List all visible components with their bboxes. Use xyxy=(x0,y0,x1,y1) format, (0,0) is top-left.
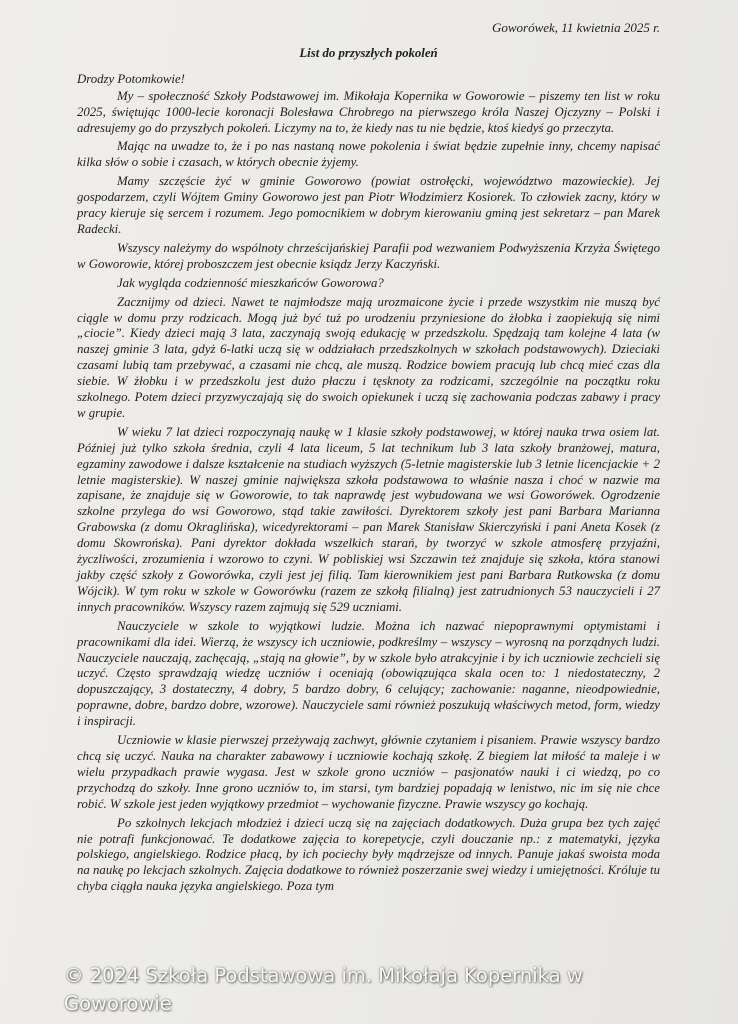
letter-salutation: Drodzy Potomkowie! xyxy=(77,71,185,86)
paragraph-7: W wieku 7 lat dzieci rozpoczynają naukę w 1 klasie szkoły podstawowej, w której nauka trwa osiem lat. Później już tylko szkoła średnia, czyli 4 lata liceum, 5 lat technikum lub 3 lata szkoły branżowej, matura, egzaminy zawodowe i dalsze kształcenie na studiach wyższych (5-letnie magisterskie lub 3 letnie licencjackie + 2 letnie magisterskie). W naszej gminie największa szkoła podstawowa to właśnie nasza i choć w nazwie ma zapisane, że znajduje się w Goworowie, to tak naprawdę jest wybudowana we wsi Goworówek. Ogrodzenie szkolne przylega do wsi Goworowo, stąd takie zawiłości. Dyrektorem szkoły jest pani Barbara Marianna Grabowska (z domu Okraglińska), wicedyrektorami – pan Marek Stanisław Skierczyński i pani Aneta Kosek (z domu Skowrońska). Pani dyrektor dokłada wszelkich starań, by tworzyć w szkole atmosferę przyjaźni, życzliwości, zrozumienia i wzorowo to czyni. W pobliskiej wsi Szczawin też znajduje się szkoła, która stanowi jakby część szkoły z Goworówka, czyli jest jej filią. Tam kierownikiem jest pani Barbara Rutkowska (z domu Wójcik). W tym roku w szkole w Goworówku (razem ze szkołą filialną) jest zatrudnionych 53 nauczycieli i 27 innych pracowników. Wszyscy razem zajmują się 529 uczniami. xyxy=(77,424,660,614)
letter-title: List do przyszłych pokoleń xyxy=(299,45,438,60)
paragraph-10: Po szkolnych lekcjach młodzież i dzieci uczą się na zajęciach dodatkowych. Duża grupa bez tych zajęć nie potrafi funkcjonować. Te dodatkowe zajęcia to korepetycje, czyli douczanie np.: z matematyki, języka polskiego, angielskiego. Rodzice płacą, by ich pociechy były mądrzejsze od innych. Panuje jakaś swoista moda na naukę po lekcjach szkolnych. Zajęcia dodatkowe to również poszerzanie swej wiedzy i umiejętności. Króluje tu chyba ciągła nauka języka angielskiego. Poza tym xyxy=(77,815,660,894)
paragraph-1: My – społeczność Szkoły Podstawowej im. Mikołaja Kopernika w Goworowie – piszemy ten list w roku 2025, świętując 1000-lecie koronacji Bolesława Chrobrego na pierwszego króla Naszej Ojczyzny – Polski i adresujemy go do przyszłych pokoleń. Liczymy na to, że kiedy nas tu nie będzie, ktoś kiedyś go przeczyta. xyxy=(77,88,660,135)
letter-date: Goworówek, 11 kwietnia 2025 r. xyxy=(491,20,660,35)
paragraph-8: Nauczyciele w szkole to wyjątkowi ludzie. Można ich nazwać niepoprawnymi optymistami i pracownikami dla idei. Wierzą, że wszyscy ich uczniowie, podkreślmy – wszyscy – wyrosną na porządnych ludzi. Nauczyciele nauczają, zachęcają, „stają na głowie”, by w szkole było atrakcyjnie i by ich uczniowie zechcieli się uczyć. Często sprawdzają wiedzę uczniów i oceniają (obowiązująca skala ocen to: 1 niedostateczny, 2 dopuszczający, 3 dostateczny, 4 dobry, 5 bardzo dobry, 6 celujący; zachowanie: naganne, nieodpowiednie, poprawne, dobre, bardzo dobre, wzorowe). Nauczyciele sami również poszukują właściwych metod, form, wiedzy i inspiracji. xyxy=(77,618,660,729)
paragraph-2: Mając na uwadze to, że i po nas nastaną nowe pokolenia i świat będzie zupełnie inny, chcemy napisać kilka słów o sobie i czasach, w których obecnie żyjemy. xyxy=(77,139,660,170)
paragraph-9: Uczniowie w klasie pierwszej przeżywają zachwyt, głównie czytaniem i pisaniem. Prawie wszyscy bardzo chcą się uczyć. Nauka na charakter zabawowy i uczniowie kochają szkołę. Z biegiem lat miłość ta maleje i w wielu przypadkach prawie wygasa. Jest w szkole grono uczniów – pasjonatów nauki i ci wiedzą, po co przychodzą do szkoły. Inne grono uczniów to, im starsi, tym bardziej popadają w lenistwo, nic im się nie chce robić. W szkole jest jeden wyjątkowy przedmiot – wychowanie fizyczne. Prawie wszyscy go kochają. xyxy=(77,733,660,811)
paragraph-5: Jak wygląda codzienność mieszkańców Goworowa? xyxy=(117,275,384,290)
copyright-watermark: © 2024 Szkoła Podstawowa im. Mikołaja Kopernika w Goworowie xyxy=(64,964,583,1015)
paragraph-6: Zacznijmy od dzieci. Nawet te najmłodsze mają urozmaicone życie i przede wszystkim nie muszą być ciągle w domu przy rodzicach. Mogą już być tuż po urodzeniu przyniesione do żłobka i zaopiekują się nimi „ciocie”. Kiedy dzieci mają 3 lata, zaczynają swoją edukację w przedszkolu. Spędzają tam kolejne 4 lata (w naszej gminie 3 lata, gdyż 6-latki uczą się w oddziałach przedszkolnych w szkołach podstawowych). Dzieciaki czasami lubią tam przebywać, a czasami nie chcą, ale muszą. Rodzice bowiem pracują lub chcą mieć czas dla siebie. W żłobku i w przedszkolu jest dużo płaczu i tęsknoty za rodzicami, szczególnie na początku roku szkolnego. Potem dzieci przyzwyczajają się do swoich opiekunek i uczą się zachowania podczas zabawy i pracy w grupie. xyxy=(77,294,660,420)
paragraph-4: Wszyscy należymy do wspólnoty chrześcijańskiej Parafii pod wezwaniem Podwyższenia Krzyża Świętego w Goworowie, której proboszczem jest obecnie ksiądz Jerzy Kaczyński. xyxy=(77,240,660,271)
letter-body xyxy=(77,20,660,898)
paragraph-3: Mamy szczęście żyć w gminie Goworowo (powiat ostrołęcki, województwo mazowieckie). Jej gospodarzem, czyli Wójtem Gminy Goworowo jest pan Piotr Włodzimierz Kosiorek. To człowiek zacny, który w pracy kieruje się sercem i rozumem. Jego pomocnikiem w dobrym kierowaniu gminą jest sekretarz – pan Marek Radecki. xyxy=(77,174,660,236)
